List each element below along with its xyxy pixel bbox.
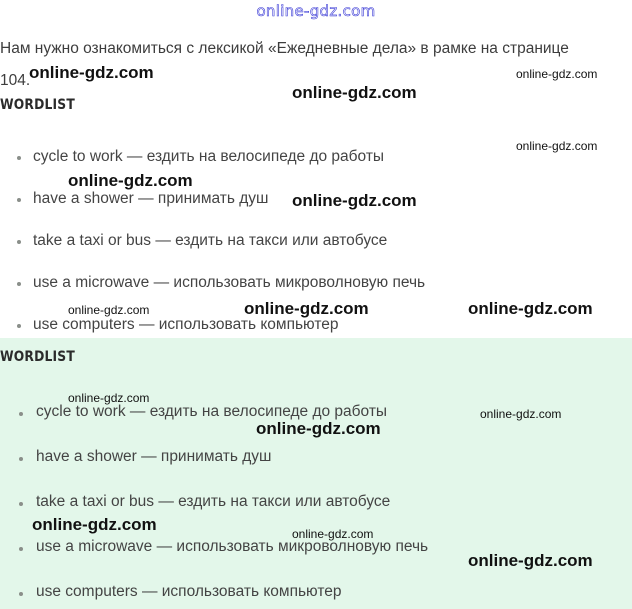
watermark: online-gdz.com — [292, 83, 417, 102]
list-item: use computers — использовать компьютер — [33, 316, 339, 334]
intro-line-2: 104. — [0, 72, 31, 89]
list-item: have a shower — принимать душ — [36, 448, 271, 466]
watermark: online-gdz.com — [292, 191, 417, 210]
watermark: online-gdz.com — [292, 527, 374, 541]
watermark: online-gdz.com — [244, 299, 369, 318]
watermark: online-gdz.com — [516, 67, 598, 81]
watermark: online-gdz.com — [32, 515, 157, 534]
watermark: online-gdz.com — [29, 63, 154, 82]
list-item: take a taxi or bus — ездить на такси или автобусе — [33, 232, 387, 250]
watermark: online-gdz.com — [480, 407, 562, 421]
list-item: use a microwave — использовать микроволновую печь — [33, 274, 425, 292]
watermark: online-gdz.com — [256, 419, 381, 438]
list-item: cycle to work — ездить на велосипеде до работы — [36, 403, 387, 421]
watermark: online-gdz.com — [68, 171, 193, 190]
wordlist-heading-2: WORDLIST — [0, 349, 75, 365]
wordlist-heading-1: WORDLIST — [0, 97, 75, 113]
watermark: online-gdz.com — [68, 391, 150, 405]
intro-line-1: Нам нужно ознакомиться с лексикой «Ежедневные дела» в рамке на странице — [0, 40, 569, 57]
list-item: take a taxi or bus — ездить на такси или автобусе — [36, 493, 390, 511]
site-watermark-top: online-gdz.com — [256, 2, 376, 20]
watermark: online-gdz.com — [468, 551, 593, 570]
watermark: online-gdz.com — [68, 303, 150, 317]
list-item: have a shower — принимать душ — [33, 190, 268, 208]
watermark: online-gdz.com — [516, 139, 598, 153]
watermark: online-gdz.com — [468, 299, 593, 318]
list-item: use a microwave — использовать микроволновую печь — [36, 538, 428, 556]
list-item: cycle to work — ездить на велосипеде до работы — [33, 148, 384, 166]
list-item: use computers — использовать компьютер — [36, 583, 342, 601]
